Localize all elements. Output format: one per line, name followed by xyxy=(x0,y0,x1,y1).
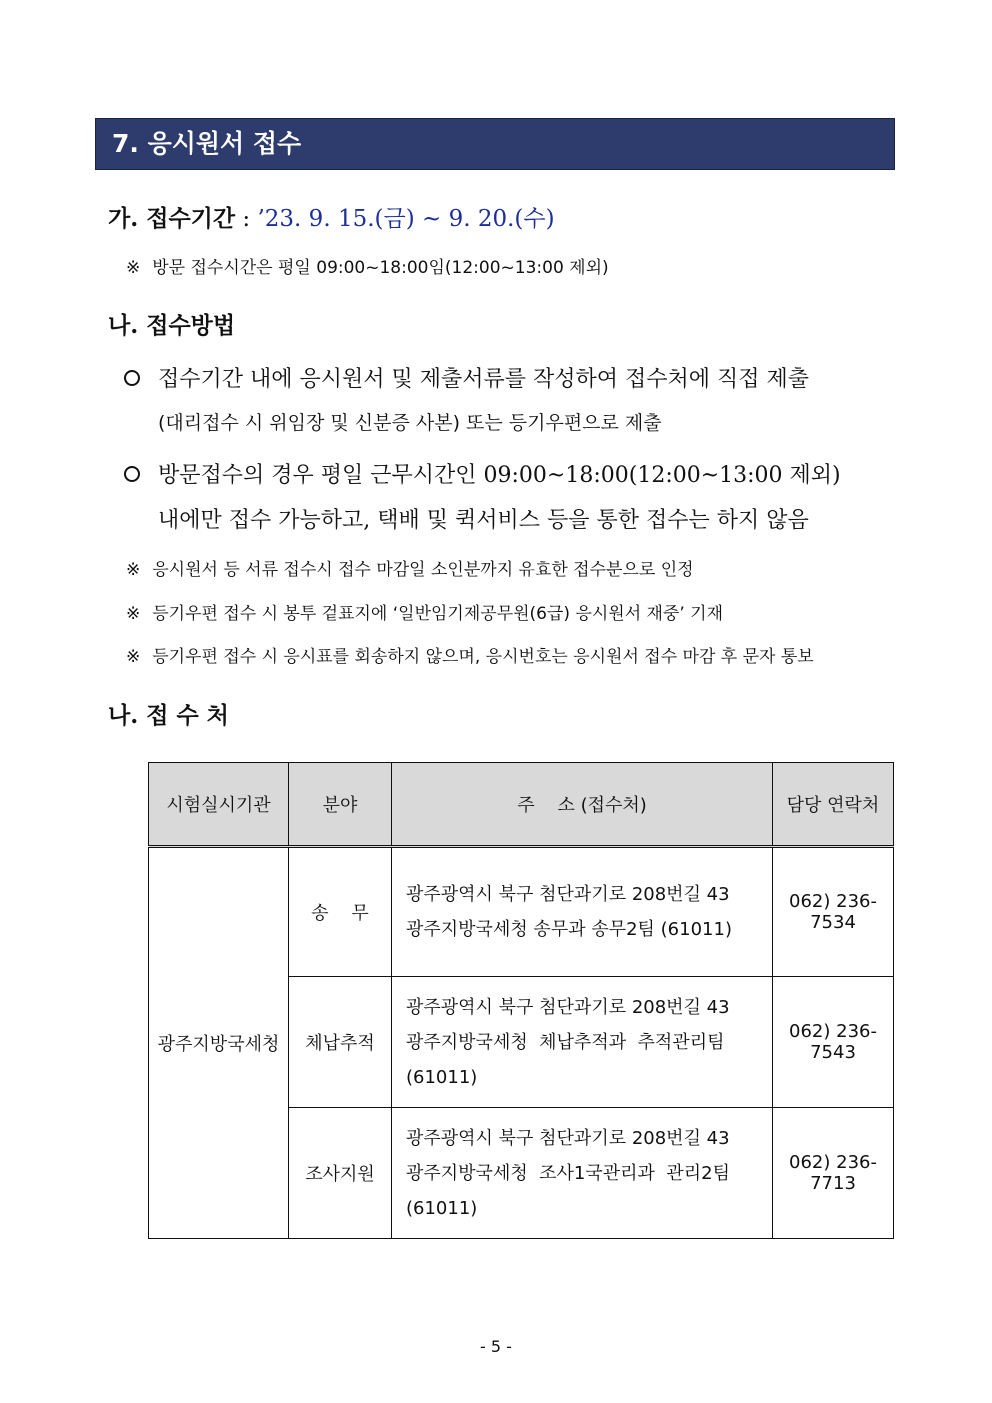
table-row xyxy=(149,847,894,977)
address-cell xyxy=(392,847,773,977)
method-note xyxy=(126,599,723,624)
section-title: 7. 응시원서 접수 xyxy=(95,118,895,170)
address-line: 광주광역시 북구 첨단과기로 208번길 43 xyxy=(406,884,730,905)
address-line: (61011) xyxy=(406,1066,478,1088)
method-bullet-2-line-1: 방문접수의 경우 평일 근무시간인 09:00~18:00(12:00~13:00 제외) xyxy=(158,463,841,488)
method-bullet-2-line-2: 내에만 접수 가능하고, 택배 및 퀵서비스 등을 통한 접수는 하지 않음 xyxy=(158,508,809,533)
period-note xyxy=(126,253,609,278)
address-cell xyxy=(392,977,773,1108)
method-bullet-1-line-1: 접수기간 내에 응시원서 및 제출서류를 작성하여 접수처에 직접 제출 xyxy=(158,367,810,392)
method-note-text: 응시원서 등 서류 접수시 접수 마감일 소인분까지 유효한 접수분으로 인정 xyxy=(152,560,694,580)
note-mark: ※ xyxy=(126,604,141,624)
period-heading: 가. 접수기간 xyxy=(108,205,236,232)
period-value: ’23. 9. 15.(금) ~ 9. 20.(수) xyxy=(257,206,555,232)
contact-cell: 062) 236-7543 xyxy=(773,977,894,1108)
contact-cell: 062) 236-7534 xyxy=(773,847,894,977)
contact-cell: 062) 236-7713 xyxy=(773,1108,894,1239)
method-note xyxy=(126,642,814,667)
method-note-text: 등기우편 접수 시 봉투 겉표지에 ‘일반임기제공무원(6급) 응시원서 재중’ 기재 xyxy=(152,604,724,624)
header-institution: 시험실시기관 xyxy=(149,763,289,847)
address-line: 광주지방국세청 송무과 송무2팀 (61011) xyxy=(406,919,732,940)
header-address: 주 소 (접수처) xyxy=(392,763,773,847)
period-colon: : xyxy=(235,206,258,232)
field-cell: 체납추적 xyxy=(289,977,392,1108)
period-heading-line xyxy=(108,200,555,233)
header-field: 분야 xyxy=(289,763,392,847)
field-cell: 조사지원 xyxy=(289,1108,392,1239)
method-heading: 나. 접수방법 xyxy=(108,312,236,339)
institution-cell: 광주지방국세청 xyxy=(149,847,289,1239)
method-bullet-1-line-2: (대리접수 시 위임장 및 신분증 사본) 또는 등기우편으로 제출 xyxy=(158,412,662,434)
bullet-circle-icon xyxy=(124,466,140,482)
office-heading: 나. 접 수 처 xyxy=(108,702,229,729)
period-note-text: 방문 접수시간은 평일 09:00~18:00임(12:00~13:00 제외) xyxy=(152,258,609,278)
method-note-text: 등기우편 접수 시 응시표를 회송하지 않으며, 응시번호는 응시원서 접수 마감 후 문자 통보 xyxy=(152,647,814,667)
address-line: 광주지방국세청 조사1국관리과 관리2팀 xyxy=(406,1162,730,1184)
page-number: - 5 - xyxy=(480,1337,512,1356)
address-line: (61011) xyxy=(406,1197,478,1219)
address-line: 광주광역시 북구 첨단과기로 208번길 43 xyxy=(406,996,730,1018)
bullet-circle-icon xyxy=(124,370,140,386)
address-cell xyxy=(392,1108,773,1239)
field-cell: 송 무 xyxy=(289,847,392,977)
note-mark: ※ xyxy=(126,560,141,580)
office-table xyxy=(148,762,894,1239)
office-table-header-row xyxy=(149,763,894,847)
address-line: 광주지방국세청 체납추적과 추적관리팀 xyxy=(406,1031,725,1053)
method-note xyxy=(126,555,694,580)
address-line: 광주광역시 북구 첨단과기로 208번길 43 xyxy=(406,1127,730,1149)
header-contact: 담당 연락처 xyxy=(773,763,894,847)
note-mark: ※ xyxy=(126,647,141,667)
note-mark: ※ xyxy=(126,258,141,278)
